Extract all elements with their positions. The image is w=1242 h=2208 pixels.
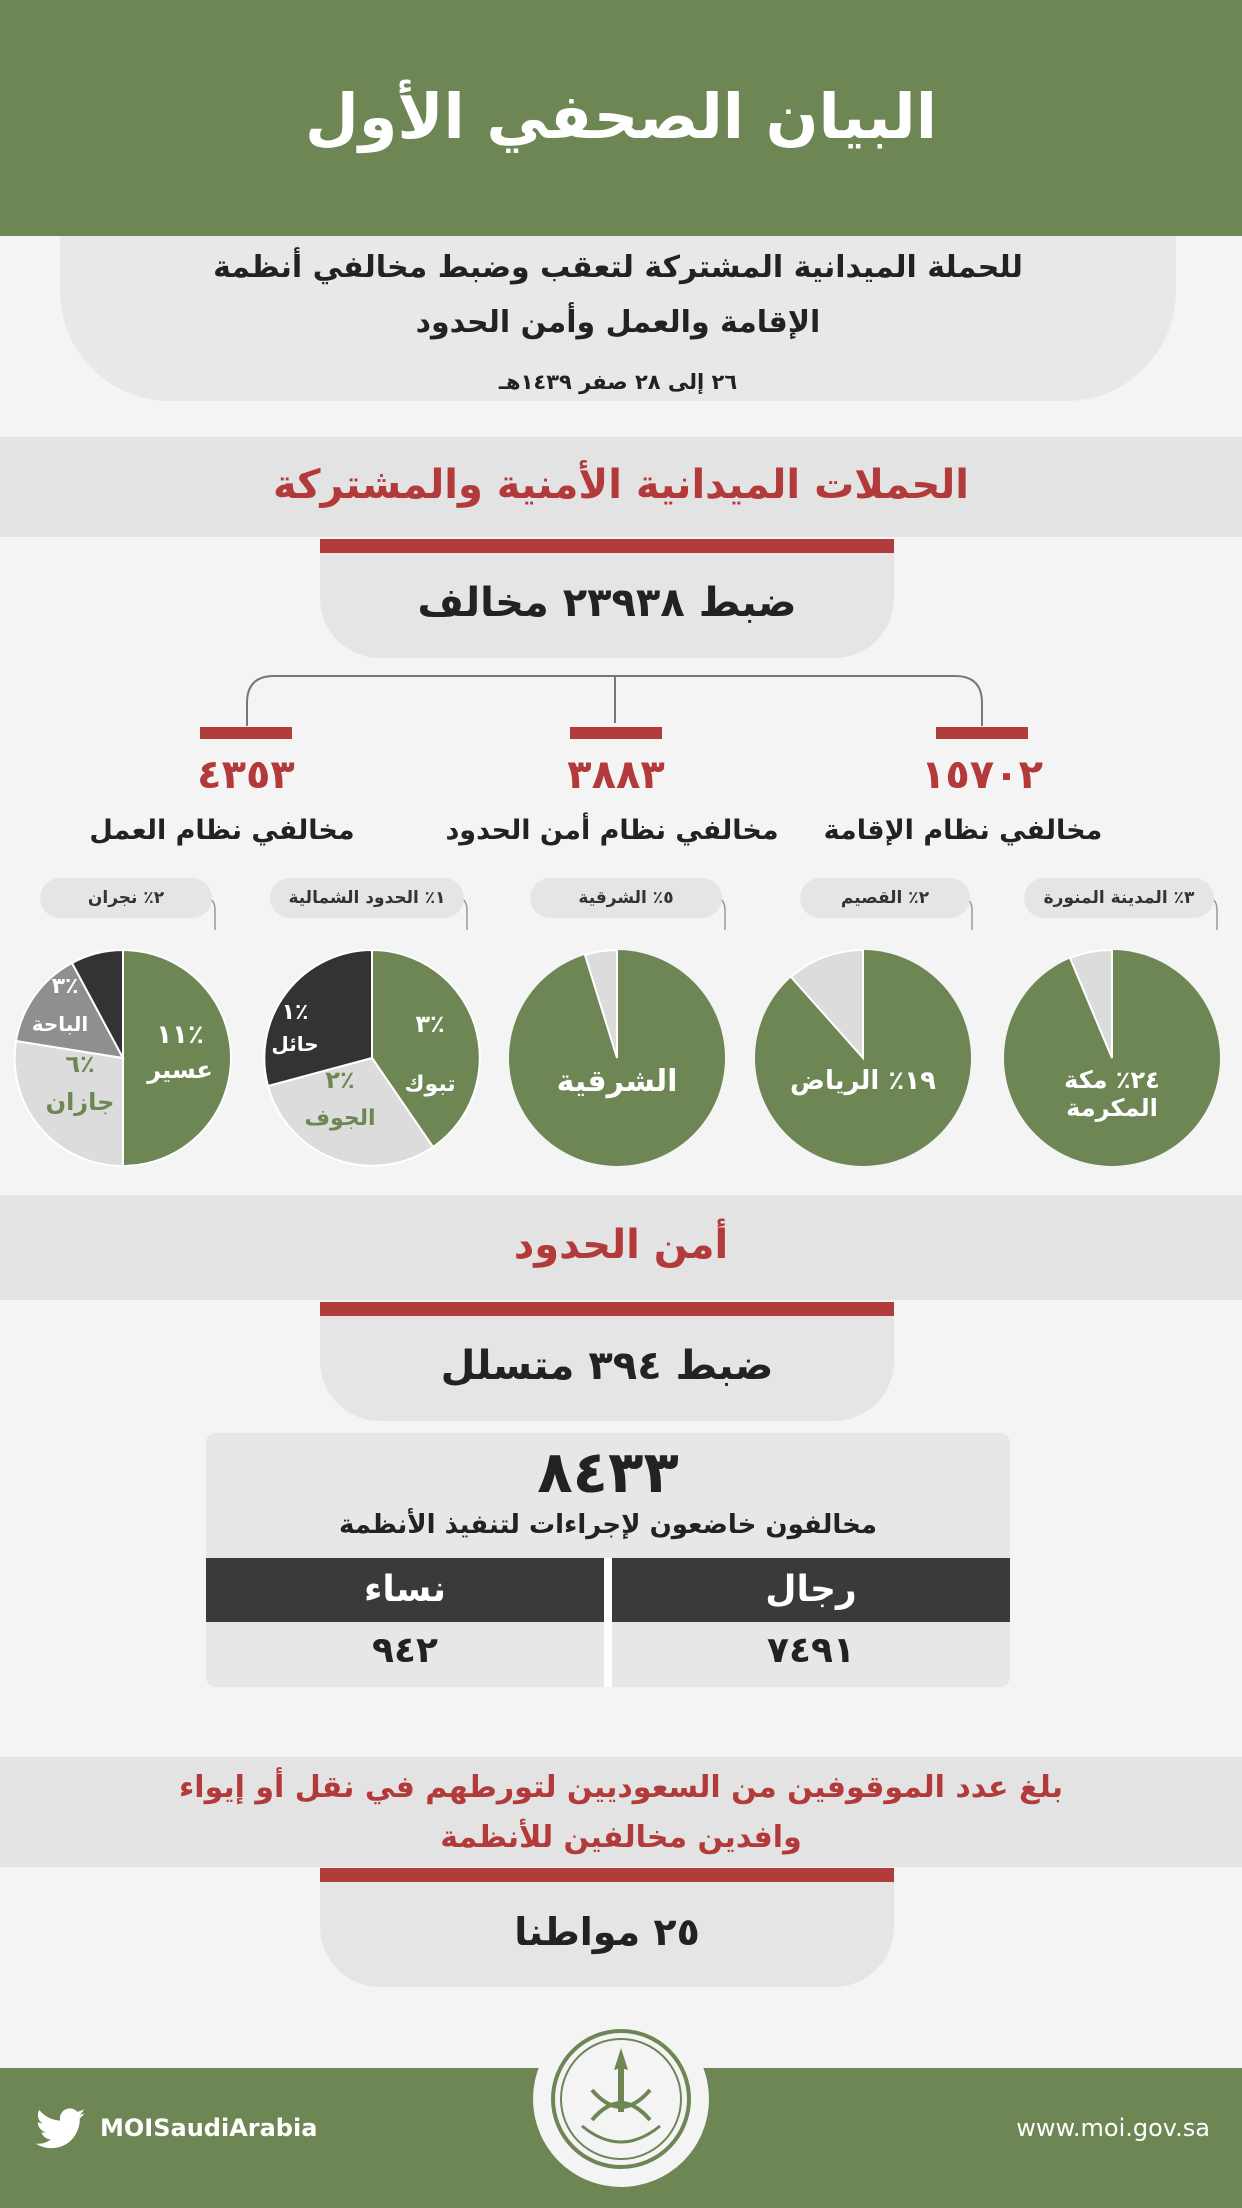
category-dash-labor <box>200 727 292 739</box>
callout-eastern: ٥٪ الشرقية <box>530 878 722 918</box>
twitter-icon[interactable] <box>36 2108 86 2150</box>
category-label-border: مخالفي نظام أمن الحدود <box>445 815 779 846</box>
pie-lbl-hail: حائل <box>271 1032 319 1056</box>
pie-lbl-jouf: الجوف <box>304 1106 376 1131</box>
intro-line-2: الإقامة والعمل وأمن الحدود <box>415 305 821 340</box>
border-redbar <box>320 1302 894 1316</box>
table-divider <box>604 1558 612 1687</box>
pie-pct-jouf: ٢٪ <box>325 1066 355 1094</box>
pie-pct-tabuk: ٣٪ <box>415 1010 445 1038</box>
pie-lbl-asir: عسير <box>147 1056 213 1084</box>
intro-date: ٢٦ إلى ٢٨ صفر ١٤٣٩هـ <box>498 370 738 394</box>
pie-riyadh <box>755 950 971 1166</box>
callout-northern-borders: ١٪ الحدود الشمالية <box>270 878 464 918</box>
category-dash-border <box>570 727 662 739</box>
pie-pct-hail: ١٪ <box>281 1000 309 1025</box>
campaigns-title: الحملات الميدانية الأمنية والمشتركة <box>272 462 970 508</box>
men-value: ٧٤٩١ <box>767 1630 855 1671</box>
pie-label-riyadh: ١٩٪ الرياض <box>789 1066 937 1096</box>
border-caught: ضبط ٣٩٤ متسلل <box>320 1316 894 1421</box>
border-title: أمن الحدود <box>513 1222 729 1268</box>
pie-lbl-baha: الباحة <box>31 1012 89 1036</box>
campaigns-redbar <box>320 539 894 553</box>
pie-lbl-tabuk: تبوك <box>404 1072 456 1097</box>
pie-pct-jazan: ٦٪ <box>65 1050 95 1078</box>
website-link[interactable]: www.moi.gov.sa <box>1016 2114 1210 2142</box>
twitter-handle[interactable]: MOISaudiArabia <box>100 2114 318 2142</box>
procedures-label: مخالفون خاضعون لإجراءات لتنفيذ الأنظمة <box>339 1510 877 1540</box>
category-value-border: ٣٨٨٣ <box>567 752 665 798</box>
pie-lbl-jazan: جازان <box>45 1088 115 1116</box>
pie-label-eastern: الشرقية <box>556 1064 678 1099</box>
pie-eastern <box>509 950 725 1166</box>
callout-qassim: ٢٪ القصيم <box>800 878 970 918</box>
citizens-line-2: وافدين مخالفين للأنظمة <box>440 1820 802 1855</box>
pie-makkah <box>1004 950 1220 1166</box>
callout-madinah: ٣٪ المدينة المنورة <box>1024 878 1214 918</box>
category-label-labor: مخالفي نظام العمل <box>89 815 355 846</box>
pie-label-makkah: ٢٤٪ مكة المكرمة <box>1064 1066 1160 1122</box>
procedures-total: ٨٤٣٣ <box>537 1438 679 1506</box>
tree-connector <box>0 658 1242 738</box>
men-header: رجال <box>612 1558 1010 1622</box>
category-dash-residency <box>936 727 1028 739</box>
callout-najran: ٢٪ نجران <box>40 878 212 918</box>
moi-emblem-icon <box>530 2008 712 2190</box>
page-title: البيان الصحفي الأول <box>305 80 937 153</box>
women-value: ٩٤٢ <box>372 1630 438 1671</box>
campaigns-total: ضبط ٢٣٩٣٨ مخالف <box>320 553 894 658</box>
category-value-labor: ٤٣٥٣ <box>197 752 295 798</box>
pie-north <box>264 950 480 1166</box>
citizens-redbar <box>320 1868 894 1882</box>
category-value-residency: ١٥٧٠٢ <box>920 752 1044 798</box>
women-header: نساء <box>206 1558 604 1622</box>
citizens-line-1: بلغ عدد الموقوفين من السعوديين لتورطهم في نقل أو إيواء <box>178 1770 1064 1805</box>
pie-pct-asir: ١١٪ <box>156 1020 204 1050</box>
citizens-count: ٢٥ مواطنا <box>320 1882 894 1987</box>
pie-pct-baha: ٣٪ <box>51 974 79 999</box>
intro-line-1: للحملة الميدانية المشتركة لتعقب وضبط مخالفي أنظمة <box>213 250 1023 285</box>
category-label-residency: مخالفي نظام الإقامة <box>823 815 1103 846</box>
